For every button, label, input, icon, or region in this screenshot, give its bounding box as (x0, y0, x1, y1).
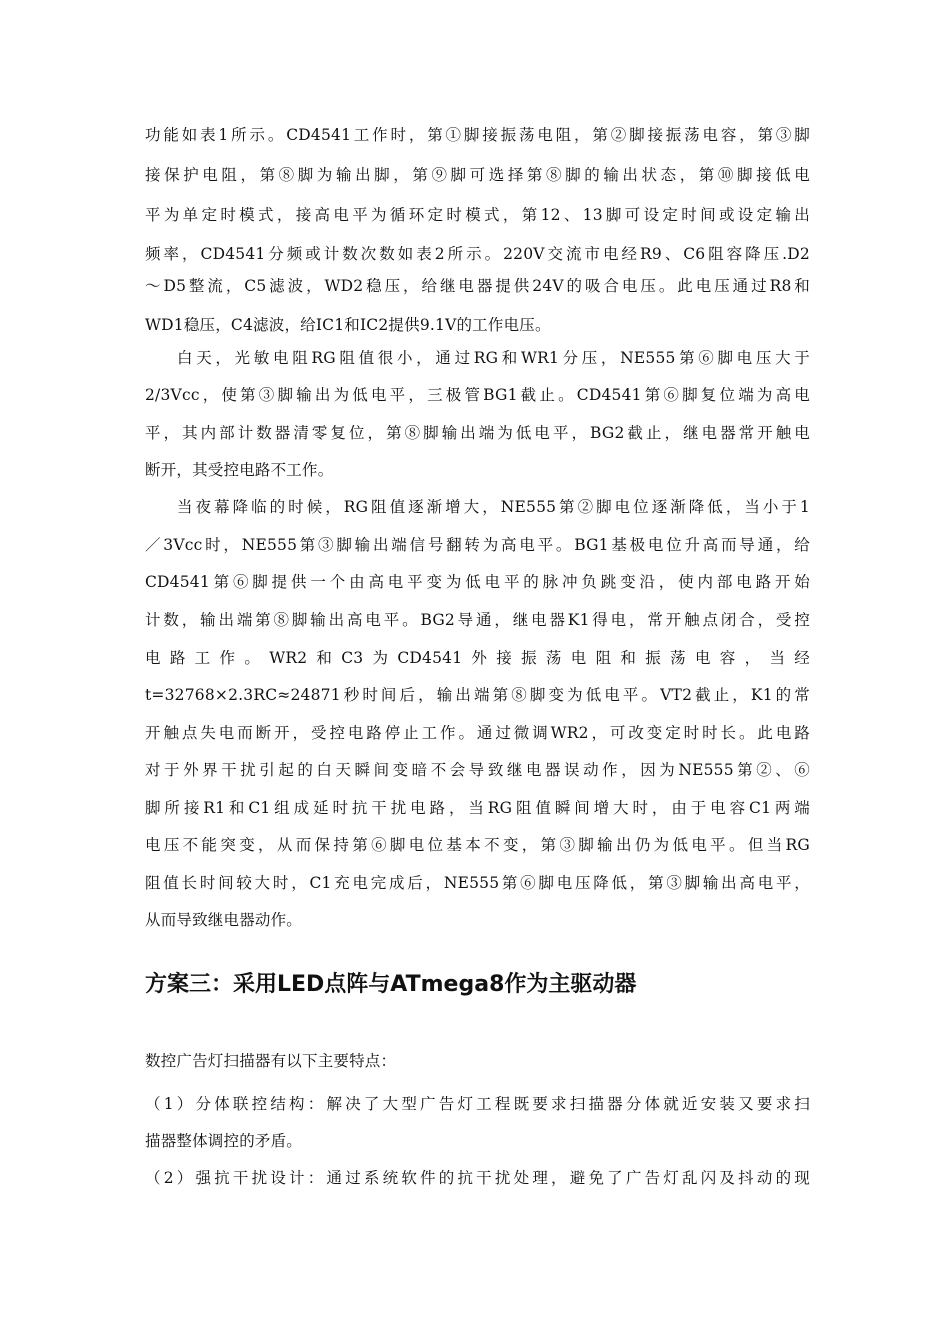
section-heading: 方案三：采用LED点阵与ATmega8作为主驱动器 (145, 972, 637, 997)
paragraph-line: ～D5整流，C5滤波，WD2稳压，给继电器提供24V的吸合电压。此电压通过R8和 (145, 277, 810, 295)
paragraph-line: 从而导致继电器动作。 (145, 911, 303, 929)
paragraph-line: WD1稳压，C4滤波，给IC1和IC2提供9.1V的工作电压。 (145, 316, 551, 334)
paragraph-line: 对于外界干扰引起的白天瞬间变暗不会导致继电器误动作，因为NE555第②、⑥ (145, 761, 810, 779)
paragraph-line: 平为单定时模式，接高电平为循环定时模式，第12、13脚可设定时间或设定输出 (145, 206, 810, 224)
paragraph-line: 电路工作。WR2和C3为CD4541外接振荡电阻和振荡电容，当经 (145, 649, 810, 667)
paragraph-line: t=32768×2.3RC≈24871秒时间后，输出端第⑧脚变为低电平。VT2截止，K1的常 (145, 686, 810, 704)
paragraph-line: 频率，CD4541分频或计数次数如表2所示。220V交流市电经R9、C6阻容降压.D2 (145, 245, 810, 263)
paragraph-line: 阻值长时间较大时，C1充电完成后，NE555第⑥脚电压降低，第③脚输出高电平， (145, 874, 810, 892)
paragraph-line: 平，其内部计数器清零复位，第⑧脚输出端为低电平，BG2截止，继电器常开触电 (145, 424, 810, 442)
section-line: 数控广告灯扫描器有以下主要特点： (145, 1052, 397, 1070)
section-line: （1）分体联控结构：解决了大型广告灯工程既要求扫描器分体就近安装又要求扫 (145, 1095, 810, 1113)
paragraph-line: 2/3Vcc，使第③脚输出为低电平，三极管BG1截止。CD4541第⑥脚复位端为高电 (145, 386, 810, 404)
paragraph-line: 开触点失电而断开，受控电路停止工作。通过微调WR2，可改变定时时长。此电路 (145, 724, 810, 742)
paragraph-line: 断开，其受控电路不工作。 (145, 461, 334, 479)
section-line: （2）强抗干扰设计：通过系统软件的抗干扰处理，避免了广告灯乱闪及抖动的现 (145, 1169, 810, 1187)
paragraph-line: 接保护电阻，第⑧脚为输出脚，第⑨脚可选择第⑧脚的输出状态，第⑩脚接低电 (145, 166, 810, 184)
paragraph-line: 脚所接R1和C1组成延时抗干扰电路，当RG阻值瞬间增大时，由于电容C1两端 (145, 799, 810, 817)
paragraph-line: 当夜幕降临的时候，RG阻值逐渐增大，NE555第②脚电位逐渐降低，当小于1 (177, 498, 810, 516)
paragraph-line: 功能如表1所示。CD4541工作时，第①脚接振荡电阻，第②脚接振荡电容，第③脚 (145, 126, 810, 144)
paragraph-line: ／3Vcc时，NE555第③脚输出端信号翻转为高电平。BG1基极电位升高而导通，给 (145, 536, 810, 554)
paragraph-line: 电压不能突变，从而保持第⑥脚电位基本不变，第③脚输出仍为低电平。但当RG (145, 836, 810, 854)
section-line: 描器整体调控的矛盾。 (145, 1132, 303, 1150)
paragraph-line: 白天，光敏电阻RG阻值很小，通过RG和WR1分压，NE555第⑥脚电压大于 (177, 349, 810, 367)
paragraph-line: CD4541第⑥脚提供一个由高电平变为低电平的脉冲负跳变沿，使内部电路开始 (145, 573, 810, 591)
paragraph-line: 计数，输出端第⑧脚输出高电平。BG2导通，继电器K1得电，常开触点闭合，受控 (145, 611, 810, 629)
